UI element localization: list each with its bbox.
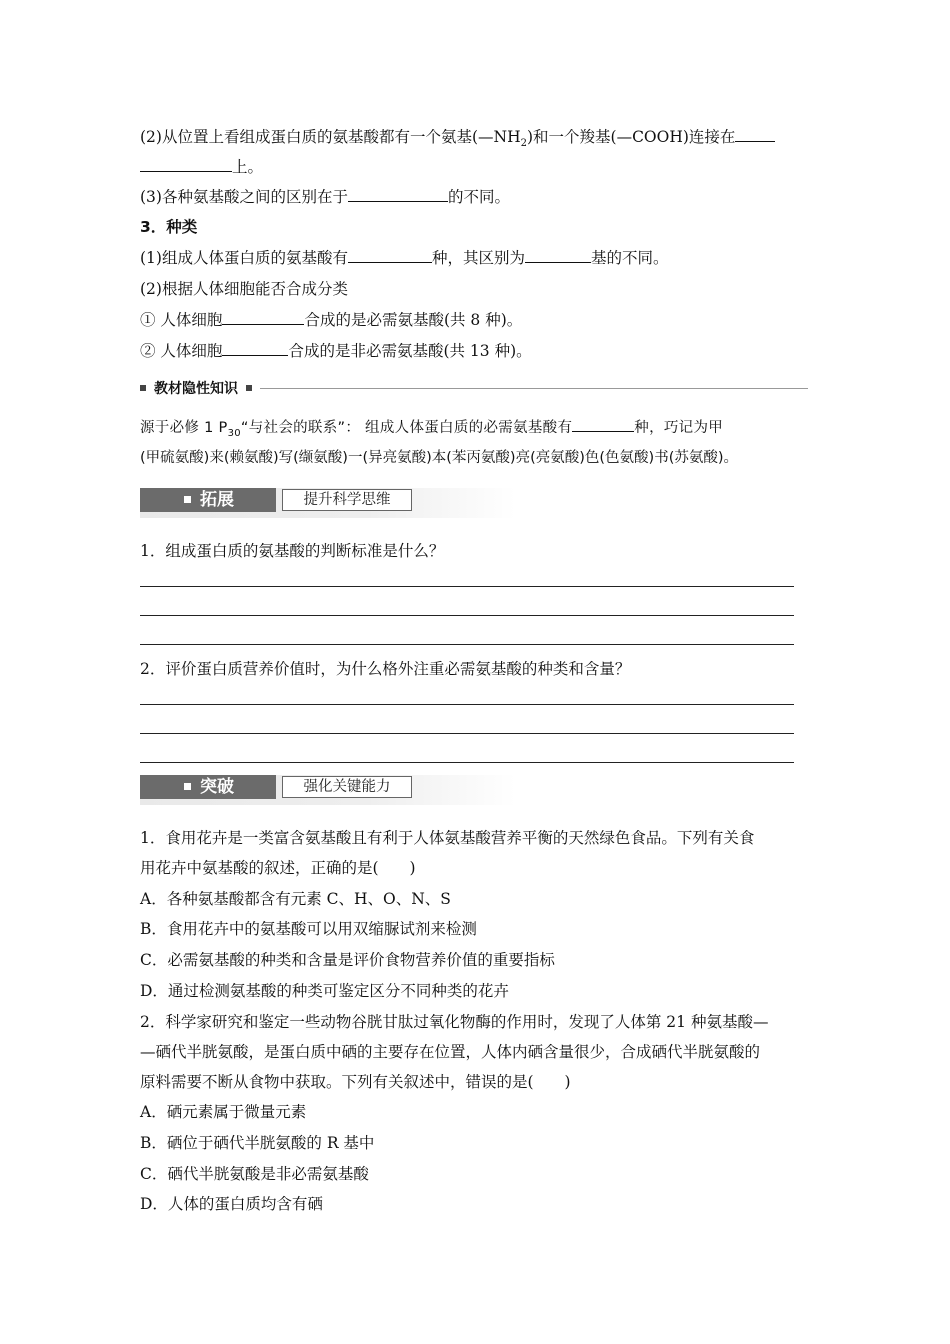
question-2-option-a[interactable]: A．硒元素属于微量元素 <box>140 1103 307 1121</box>
square-bullet-icon <box>140 385 146 391</box>
square-bullet-icon <box>184 496 191 503</box>
question-1-stem-line2: 用花卉中氨基酸的叙述，正确的是( ) <box>140 859 416 877</box>
fill-blank[interactable] <box>525 248 591 263</box>
answer-line[interactable] <box>140 762 794 763</box>
fill-blank[interactable] <box>222 341 288 356</box>
fill-blank[interactable] <box>735 127 775 142</box>
answer-line[interactable] <box>140 615 794 616</box>
fill-blank[interactable] <box>222 310 304 325</box>
section-banner-breakthrough: 突破 强化关键能力 <box>140 775 516 805</box>
text-line-amino-position: (2)从位置上看组成蛋白质的氨基酸都有一个氨基$(—NH_2)$和一个羧基(—COOH)连接在 <box>140 127 775 154</box>
answer-line[interactable] <box>140 733 794 734</box>
text-line-nonessential: ② 人体细胞 合成的是非必需氨基酸(共 13 种)。 <box>140 342 532 360</box>
expand-question-2: 2．评价蛋白质营养价值时，为什么格外注重必需氨基酸的种类和含量？ <box>140 660 631 678</box>
text-line-kinds: (1)组成人体蛋白质的氨基酸有 种，其区别为 基的不同。 <box>140 249 669 267</box>
hidden-knowledge-line2: (甲硫氨酸)来(赖氨酸)写(缬氨酸)一(异亮氨酸)本(苯丙氨酸)亮(亮氨酸)色(色氨酸)书(苏氨酸)。 <box>140 450 739 466</box>
answer-line[interactable] <box>140 704 794 705</box>
question-2-option-b[interactable]: B．硒位于硒代半胱氨酸的 R 基中 <box>140 1134 375 1152</box>
fill-blank[interactable] <box>348 248 432 263</box>
answer-line[interactable] <box>140 644 794 645</box>
fill-blank[interactable] <box>140 157 232 172</box>
square-bullet-icon <box>246 385 252 391</box>
square-bullet-icon <box>184 783 191 790</box>
divider <box>260 388 808 389</box>
text-line-difference: (3)各种氨基酸之间的区别在于 的不同。 <box>140 188 510 206</box>
question-1-option-d[interactable]: D．通过检测氨基酸的种类可鉴定区分不同种类的花卉 <box>140 982 509 1000</box>
section-heading-types: 3．种类 <box>140 218 198 236</box>
question-2-option-c[interactable]: C．硒代半胱氨酸是非必需氨基酸 <box>140 1165 369 1183</box>
question-1-option-b[interactable]: B．食用花卉中的氨基酸可以用双缩脲试剂来检测 <box>140 920 477 938</box>
expand-question-1: 1．组成蛋白质的氨基酸的判断标准是什么？ <box>140 542 445 560</box>
text-line-amino-position-cont: 上。 <box>140 157 263 177</box>
question-2-stem-line3: 原料需要不断从食物中获取。下列有关叙述中，错误的是( ) <box>140 1073 571 1091</box>
question-1-stem-line1: 1．食用花卉是一类富含氨基酸且有利于人体氨基酸营养平衡的天然绿色食品。下列有关食 <box>140 829 755 847</box>
fill-blank[interactable] <box>572 417 634 432</box>
question-2-option-d[interactable]: D．人体的蛋白质均含有硒 <box>140 1195 323 1213</box>
hidden-knowledge-heading: 教材隐性知识 <box>140 378 808 398</box>
text-line-essential: ① 人体细胞 合成的是必需氨基酸(共 8 种)。 <box>140 311 523 329</box>
fill-blank[interactable] <box>348 187 448 202</box>
question-2-stem-line2: —硒代半胱氨酸，是蛋白质中硒的主要存在位置，人体内硒含量很少，合成硒代半胱氨酸的 <box>140 1043 761 1061</box>
text-line-classify: (2)根据人体细胞能否合成分类 <box>140 280 348 298</box>
answer-line[interactable] <box>140 586 794 587</box>
question-2-stem-line1: 2．科学家研究和鉴定一些动物谷胱甘肽过氧化物酶的作用时，发现了人体第 21 种氨基酸— <box>140 1013 769 1031</box>
question-1-option-a[interactable]: A．各种氨基酸都含有元素 C、H、O、N、S <box>140 890 451 908</box>
section-banner-expand: 拓展 提升科学思维 <box>140 488 516 518</box>
question-1-option-c[interactable]: C．必需氨基酸的种类和含量是评价食物营养价值的重要指标 <box>140 951 555 969</box>
hidden-knowledge-line1: 源于必修 1 $P_{30}“$与社会的联系”： 组成人体蛋白质的必需氨基酸有 种，巧记为甲 <box>140 417 723 444</box>
